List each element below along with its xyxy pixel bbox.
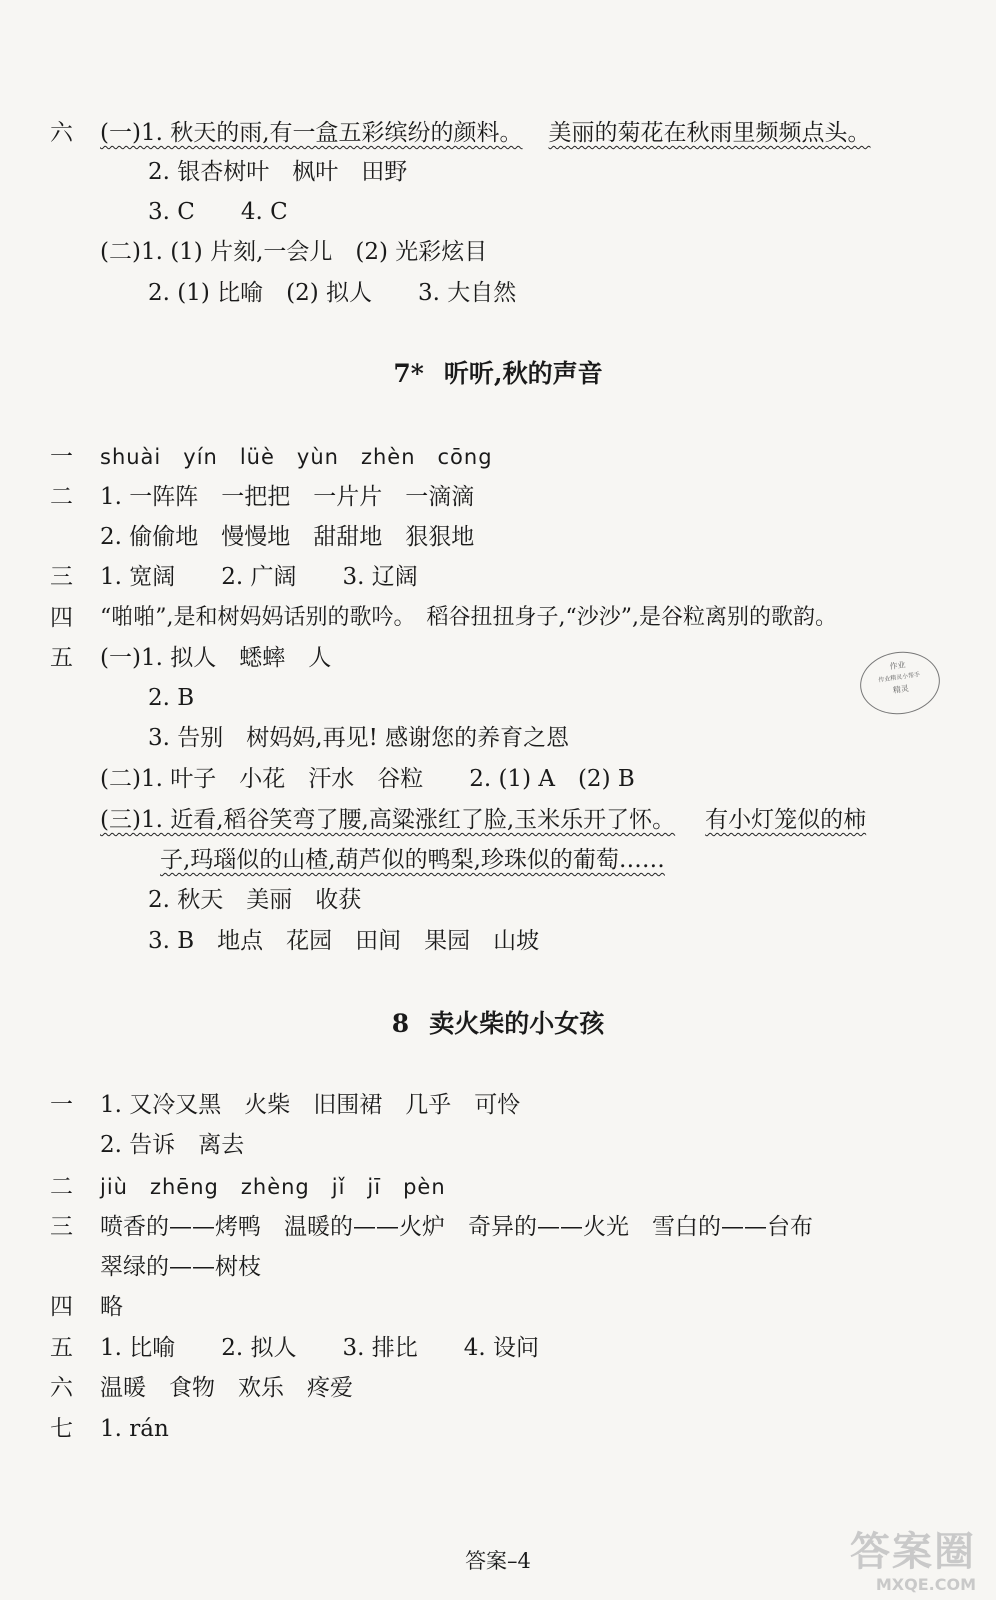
answer-line: 1. 宽阔 2. 广阔 3. 辽阔 [100,564,418,590]
homework-stamp [856,647,944,720]
answer-line: 1. 一阵阵 一把把 一片片 一滴滴 [100,484,475,510]
answer-line: 2. (1) 比喻 (2) 拟人 3. 大自然 [148,280,517,306]
answer-line [100,1414,169,1444]
section-number: 二 [50,484,73,510]
underlined-answer: (三)1. 近看,稻谷笑弯了腰,高粱涨红了脸,玉米乐开了怀。 [100,807,676,833]
section-number: 三 [50,564,73,590]
watermark-url: MXQE.COM [875,1575,976,1594]
answer-line: “啪啪”,是和树妈妈话别的歌吟。 稻谷扭扭身子,“沙沙”,是谷粒离别的歌韵。 [100,605,837,630]
answer-line: 温暖 食物 欢乐 疼爱 [100,1375,353,1401]
answer-line [160,845,665,875]
page-footer: 答案–4 [465,1549,531,1573]
stamp-text: 作业 [889,660,907,672]
section-number: 三 [50,1214,73,1240]
section-number: 一 [50,444,73,470]
answer-line: 喷香的——烤鸭 温暖的——火炉 奇异的——火光 雪白的——台布 [100,1214,813,1240]
lesson-number: 7* [393,359,424,388]
answer-line: 3. 告别 树妈妈,再见! 感谢您的养育之恩 [148,725,570,751]
answer-line: 2. B [148,685,195,711]
section-number: 六 [50,1375,73,1401]
underlined-answer: 子,玛瑙似的山楂,葫芦似的鸭梨,珍珠似的葡萄…… [160,847,665,873]
answer-line: 3. C 4. C [148,199,288,225]
lesson-name: 卖火柴的小女孩 [429,1009,605,1038]
underlined-answer: (一)1. 秋天的雨,有一盒五彩缤纷的颜料。 [100,120,523,146]
lesson-title [0,1008,996,1040]
lesson-name: 听听,秋的声音 [443,359,603,388]
pinyin-answer: jiù zhēng zhèng jǐ jī pèn [100,1175,446,1199]
watermark-logo: 答案圈 [850,1529,976,1575]
answer-line: 2. 银杏树叶 枫叶 田野 [148,159,408,185]
answer-line: (一)1. 拟人 蟋蟀 人 [100,645,332,671]
answer-line: 2. 告诉 离去 [100,1132,245,1158]
answer-line: 翠绿的——树枝 [100,1254,261,1280]
answer-line: (二)1. 叶子 小花 汗水 谷粒 2. (1) A (2) B [100,766,635,792]
answer-line: 3. B 地点 花园 田间 果园 山坡 [148,928,540,954]
watermark [850,1530,976,1596]
section-number: 一 [50,1092,73,1118]
answer-line: 2. 偷偷地 慢慢地 甜甜地 狠狠地 [100,524,475,550]
underlined-answer: 有小灯笼似的柿 [705,807,867,833]
section-number: 六 [50,120,73,146]
answer-text: 1. rán [100,1416,169,1442]
answer-line [100,805,866,835]
answer-line: 略 [100,1294,123,1320]
answer-line: (二)1. (1) 片刻,一会儿 (2) 光彩炫目 [100,239,488,265]
pinyin-answer: shuài yín lüè yùn zhèn cōng [100,445,493,469]
answer-line [100,118,871,148]
answer-line: 1. 又冷又黑 火柴 旧围裙 几乎 可怜 [100,1092,521,1118]
stamp-text: 作业精灵小帮手 [877,671,921,684]
section-number: 五 [50,1335,73,1361]
stamp-text: 精灵 [892,683,910,696]
lesson-number: 8 [391,1009,410,1038]
answer-line: 2. 秋天 美丽 收获 [148,887,362,913]
lesson-title [0,358,996,390]
section-number: 四 [50,605,73,631]
section-number: 二 [50,1174,73,1200]
section-number: 五 [50,645,73,671]
answer-line: 1. 比喻 2. 拟人 3. 排比 4. 设问 [100,1335,540,1361]
section-number: 四 [50,1294,73,1320]
section-number: 七 [50,1416,73,1442]
underlined-answer: 美丽的菊花在秋雨里频频点头。 [548,120,871,146]
